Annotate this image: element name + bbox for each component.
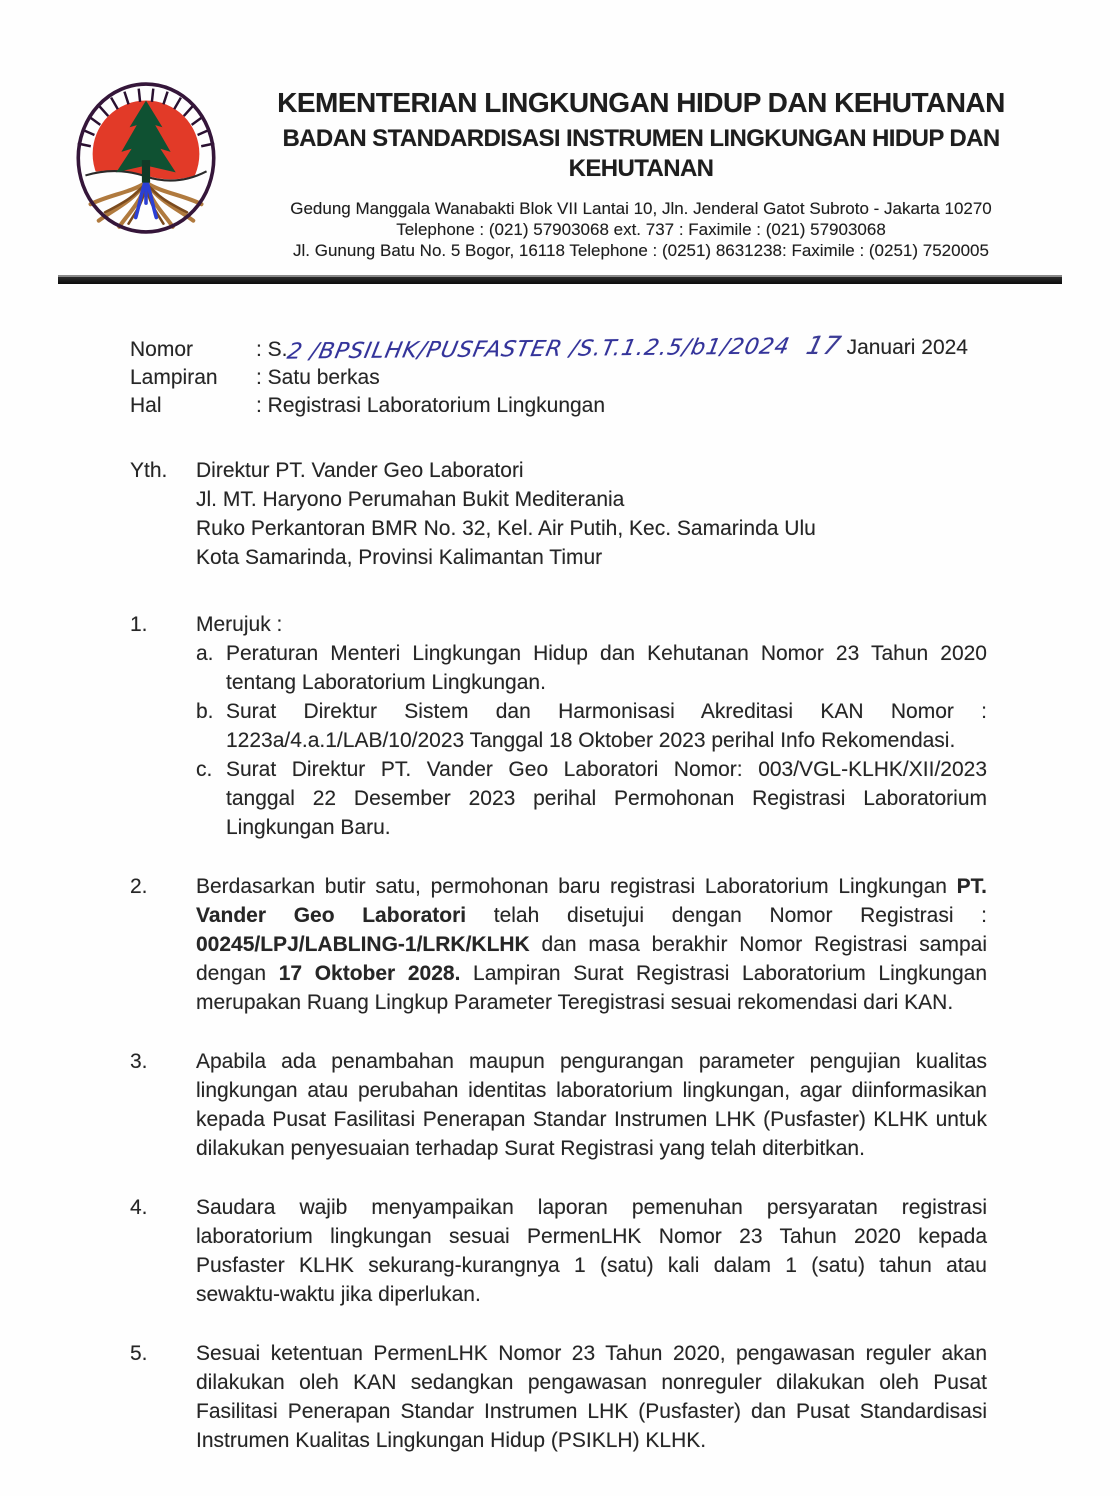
sub-letter: b. [196, 700, 214, 723]
sub-text: Peraturan Menteri Lingkungan Hidup dan Kehutanan Nomor 23 Tahun 2020 tentang Laboratorium Lingkungan. [226, 642, 987, 694]
item-number: 4. [130, 1196, 148, 1219]
letterhead [0, 0, 1120, 261]
nomor-label: Nomor [130, 338, 194, 361]
nomor-handwritten: 2 /BPSILHK/PUSFASTER /S.T.1.2.5/b1/2024 [284, 334, 792, 365]
item-2-text: dan masa berakhir Nomor Registrasi sampai dengan [196, 933, 987, 985]
item-number: 3. [130, 1050, 148, 1073]
item-2-text: telah disetujui dengan Nomor Registrasi : [466, 904, 988, 927]
recipient-line: Direktur PT. Vander Geo Laboratori [196, 459, 524, 482]
item-content: Saudara wajib menyampaikan laporan pemenuhan persyaratan registrasi laboratorium lingkungan sesuai PermenLHK Nomor 23 Tahun 2020 kepada Pusfaster KLHK sekurang-kurangnya 1 (satu) kali dalam 1 (satu) tahun atau sewaktu-waktu jika diperlukan. [196, 1196, 987, 1306]
expiry-date-bold: 17 Oktober 2028. [278, 962, 461, 985]
agency-name: BADAN STANDARDISASI INSTRUMEN LINGKUNGAN HIDUP DAN KEHUTANAN [282, 125, 1000, 182]
sub-letter: a. [196, 642, 214, 665]
item-content: Sesuai ketentuan PermenLHK Nomor 23 Tahun 2020, pengawasan reguler akan dilakukan oleh KAN sedangkan pengawasan nonreguler dilakukan oleh Pusat Fasilitasi Penerapan Standar Instrumen LHK (Pusfaster) dan Pusat Standardisasi Instrumen Kualitas Lingkungan Hidup (PSIKLH) KLHK. [196, 1342, 987, 1452]
registration-number-bold: 00245/LPJ/LABLING-1/LRK/KLHK [196, 933, 530, 956]
item-number: 5. [130, 1342, 148, 1365]
hal-value: : Registrasi Laboratorium Lingkungan [256, 394, 606, 417]
address-line-3: Jl. Gunung Batu No. 5 Bogor, 16118 Telephone : (0251) 8631238: Faximile : (0251) 7520005 [293, 241, 989, 260]
body-item-4 [130, 1193, 987, 1309]
body-item-5 [130, 1339, 987, 1455]
body-item-1 [130, 610, 987, 842]
hal-row [130, 392, 990, 420]
letter-body [130, 610, 987, 1455]
sub-item-b [196, 697, 987, 755]
body-item-2 [130, 872, 987, 1017]
body-item-3 [130, 1047, 987, 1163]
sub-letter: c. [196, 758, 213, 781]
item-2-text: Berdasarkan butir satu, permohonan baru registrasi Laboratorium Lingkungan [196, 875, 957, 898]
sub-text: Surat Direktur Sistem dan Harmonisasi Akreditasi KAN Nomor : 1223a/4.a.1/LAB/10/2023 Tanggal 18 Oktober 2023 perihal Info Rekomendasi. [226, 700, 987, 752]
hal-label: Hal [130, 394, 162, 417]
item-number: 2. [130, 875, 148, 898]
recipient-line: Kota Samarinda, Provinsi Kalimantan Timur [196, 546, 603, 569]
sub-item-a [196, 639, 987, 697]
salutation: Yth. [130, 459, 168, 482]
sub-text: Surat Direktur PT. Vander Geo Laboratori Nomor: 003/VGL-KLHK/XII/2023 tanggal 22 Desember 2023 perihal Permohonan Registrasi Laboratorium Lingkungan Baru. [226, 758, 987, 839]
date-day-handwritten: 17 [803, 331, 845, 360]
letter-date [803, 331, 968, 362]
address-line-1: Gedung Manggala Wanabakti Blok VII Lantai 10, Jln. Jenderal Gatot Subroto - Jakarta 10270 [290, 199, 992, 218]
letterhead-text [220, 80, 1062, 261]
item-number: 1. [130, 613, 148, 636]
letterhead-divider [58, 275, 1062, 284]
lampiran-value: : Satu berkas [256, 366, 380, 389]
item-content [196, 872, 987, 1017]
recipient-block [130, 456, 990, 572]
recipient-lines [196, 456, 816, 572]
ministry-name: KEMENTERIAN LINGKUNGAN HIDUP DAN KEHUTANAN [277, 87, 1005, 118]
address-line-2: Telephone : (021) 57903068 ext. 737 : Faximile : (021) 57903068 [396, 220, 886, 239]
klhk-logo-icon [72, 80, 220, 236]
item-2-text: Lampiran Surat Registrasi Laboratorium Lingkungan merupakan Ruang Lingkup Parameter Teregistrasi sesuai rekomendasi dari KAN. [196, 962, 987, 1014]
klhk-emblem-svg [72, 80, 220, 236]
item-1-intro: Merujuk : [196, 613, 283, 636]
item-content: Apabila ada penambahan maupun pengurangan parameter pengujian kualitas lingkungan atau perubahan identitas laboratorium lingkungan, agar diinformasikan kepada Pusat Fasilitasi Penerapan Standar Instrumen LHK (Pusfaster) KLHK untuk dilakukan penyesuaian terhadap Surat Registrasi yang telah diterbitkan. [196, 1050, 987, 1160]
company-name-bold: PT. Vander Geo Laboratori [196, 875, 987, 927]
recipient-line: Jl. MT. Haryono Perumahan Bukit Mediterania [196, 488, 625, 511]
date-month-year: Januari 2024 [846, 336, 968, 359]
nomor-value: : S.2 /BPSILHK/PUSFASTER /S.T.1.2.5/b1/2024 [256, 334, 792, 365]
sub-item-c [196, 755, 987, 842]
recipient-line: Ruko Perkantoran BMR No. 32, Kel. Air Putih, Kec. Samarinda Ulu [196, 517, 816, 540]
item-content [196, 610, 987, 842]
lampiran-label: Lampiran [130, 366, 218, 389]
lampiran-row [130, 364, 990, 392]
letter-meta [130, 331, 990, 420]
